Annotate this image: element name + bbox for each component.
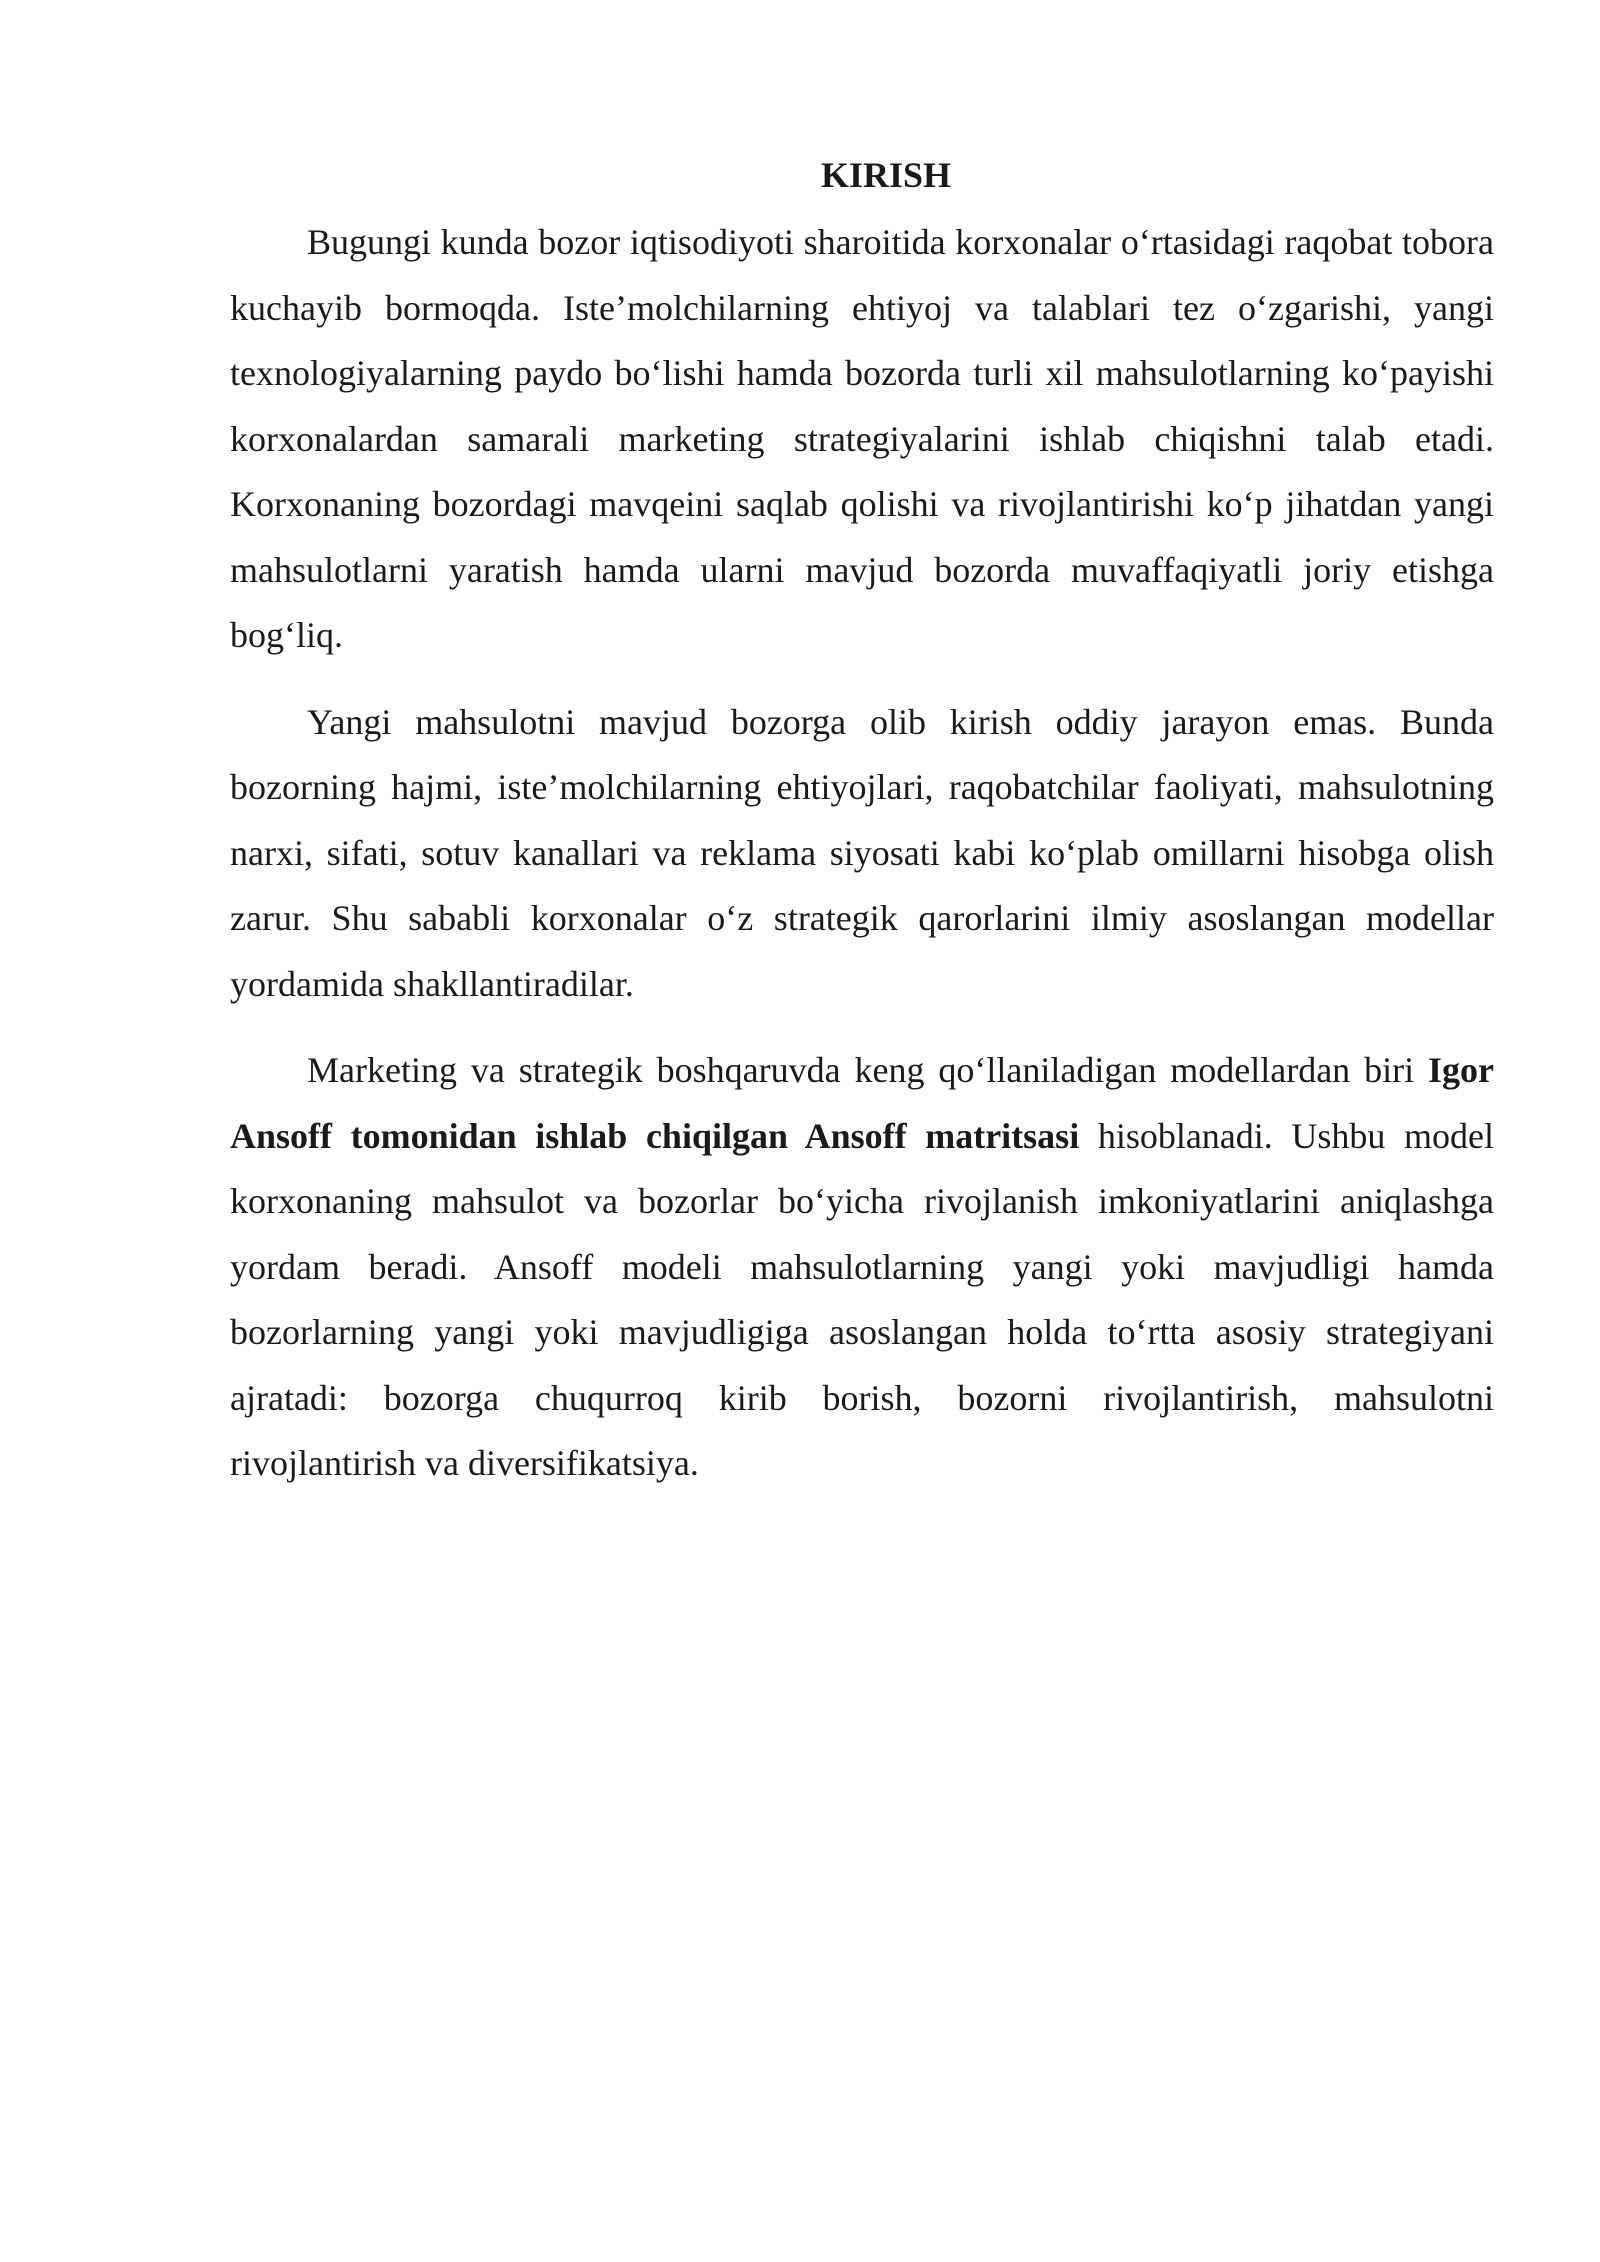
- paragraph-3: [230, 1038, 1494, 1497]
- paragraph-1: Bugungi kunda bozor iqtisodiyoti sharoitida korxonalar o‘rtasidagi raqobat tobora kuchayib bormoqda. Iste’molchilarning ehtiyoj va talablari tez o‘zgarishi, yangi texnologiyalarning paydo bo‘lishi hamda bozorda turli xil mahsulotlarning ko‘payishi korxonalardan samarali marketing strategiyalarini ishlab chiqishni talab etadi. Korxonaning bozordagi mavqeini saqlab qolishi va rivojlantirishi ko‘p jihatdan yangi mahsulotlarni yaratish hamda ularni mavjud bozorda muvaffaqiyatli joriy etishga bog‘liq.: [230, 222, 1494, 655]
- paragraph-3-rest: hisoblanadi. Ushbu model korxonaning mahsulot va bozorlar bo‘yicha rivojlanish imkoniyatlarini aniqlashga yordam beradi. Ansoff modeli mahsulotlarning yangi yoki mavjudligi hamda bozorlarning yangi yoki mavjudligiga asoslangan holda to‘rtta asosiy strategiyani ajratadi: bozorga chuqurroq kirib borish, bozorni rivojlantirish, mahsulotni rivojlantirish va diversifikatsiya.: [230, 1115, 1494, 1483]
- page-title: KIRISH: [820, 155, 952, 195]
- paragraph-2: Yangi mahsulotni mavjud bozorga olib kirish oddiy jarayon emas. Bunda bozorning hajmi, iste’molchilarning ehtiyojlari, raqobatchilar faoliyati, mahsulotning narxi, sifati, sotuv kanallari va reklama siyosati kabi ko‘plab omillarni hisobga olish zarur. Shu sababli korxonalar o‘z strategik qarorlarini ilmiy asoslangan modellar yordamida shakllantiradilar.: [230, 701, 1494, 1004]
- document-body: [230, 148, 1494, 1518]
- paragraph-3-bold-phrase: Igor Ansoff tomonidan ishlab chiqilgan Ansoff matritsasi: [230, 1050, 1494, 1156]
- paragraph-3-lead: Marketing va strategik boshqaruvda keng qo‘llaniladigan modellardan biri: [307, 1050, 1428, 1090]
